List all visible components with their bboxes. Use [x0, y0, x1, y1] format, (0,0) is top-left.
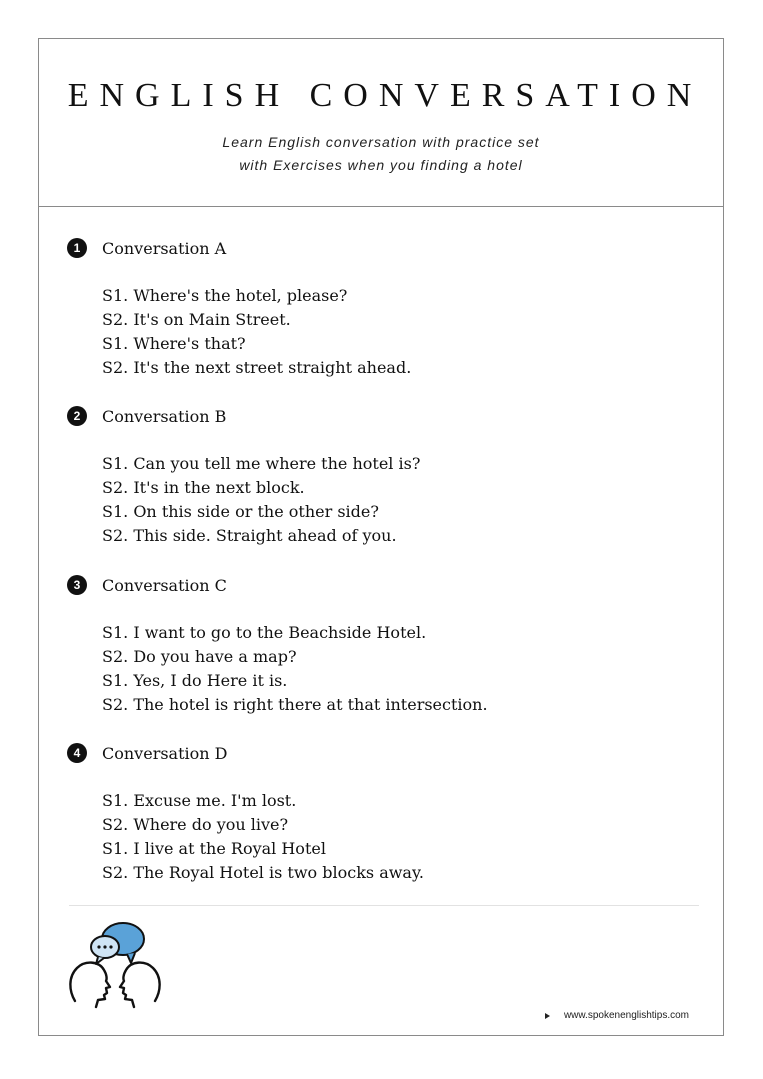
dialogue-line: S2. This side. Straight ahead of you.: [102, 526, 397, 545]
dialogue-line: S2. It's on Main Street.: [102, 310, 291, 329]
dialogue-line: S1. On this side or the other side?: [102, 502, 379, 521]
conversation-heading: [67, 404, 707, 428]
subtitle-line-2: with Exercises when you finding a hotel: [239, 157, 523, 173]
dialogue-lines: [102, 452, 707, 548]
number-badge: 3: [67, 575, 87, 595]
dialogue-line: S2. The hotel is right there at that intersection.: [102, 695, 488, 714]
dialogue-lines: [102, 284, 707, 380]
dialogue-line: S1. I live at the Royal Hotel: [102, 839, 326, 858]
conversation-heading: [67, 236, 707, 260]
dialogue-line: S2. The Royal Hotel is two blocks away.: [102, 863, 424, 882]
page-title: ENGLISH CONVERSATION: [67, 77, 703, 114]
conversation-heading: [67, 741, 707, 765]
conversation-heading: [67, 573, 707, 597]
conversation-a: [67, 236, 707, 380]
website-link[interactable]: www.spokenenglishtips.com: [563, 1010, 689, 1021]
play-triangle-icon: [545, 1013, 550, 1019]
dialogue-line: S1. Yes, I do Here it is.: [102, 671, 288, 690]
conversation-title: Conversation D: [102, 743, 228, 763]
number-badge: 4: [67, 743, 87, 763]
number-badge: 1: [67, 238, 87, 258]
conversation-title: Conversation C: [102, 575, 227, 595]
worksheet-page: [38, 38, 724, 1036]
dialogue-line: S1. Where's that?: [102, 334, 246, 353]
page-subtitle: [39, 131, 723, 177]
dialogue-lines: [102, 789, 707, 885]
dialogue-lines: [102, 621, 707, 717]
dialogue-line: S2. It's the next street straight ahead.: [102, 358, 412, 377]
subtitle-line-1: Learn English conversation with practice set: [222, 134, 540, 150]
conversation-d: [67, 741, 707, 885]
dialogue-line: S1. Excuse me. I'm lost.: [102, 791, 297, 810]
conversation-c: [67, 573, 707, 717]
dialogue-line: S2. Where do you live?: [102, 815, 289, 834]
number-badge: 2: [67, 406, 87, 426]
footer-divider: [69, 905, 699, 906]
dialogue-line: S1. Where's the hotel, please?: [102, 286, 348, 305]
dialogue-line: S1. Can you tell me where the hotel is?: [102, 454, 421, 473]
dialogue-line: S1. I want to go to the Beachside Hotel.: [102, 623, 427, 642]
conversation-title: Conversation B: [102, 406, 227, 426]
two-people-talking-icon: [65, 919, 165, 1009]
footer: [545, 1010, 689, 1021]
header: [39, 39, 723, 207]
dialogue-line: S2. Do you have a map?: [102, 647, 297, 666]
conversation-b: [67, 404, 707, 548]
dialogue-line: S2. It's in the next block.: [102, 478, 305, 497]
conversation-title: Conversation A: [102, 238, 227, 258]
